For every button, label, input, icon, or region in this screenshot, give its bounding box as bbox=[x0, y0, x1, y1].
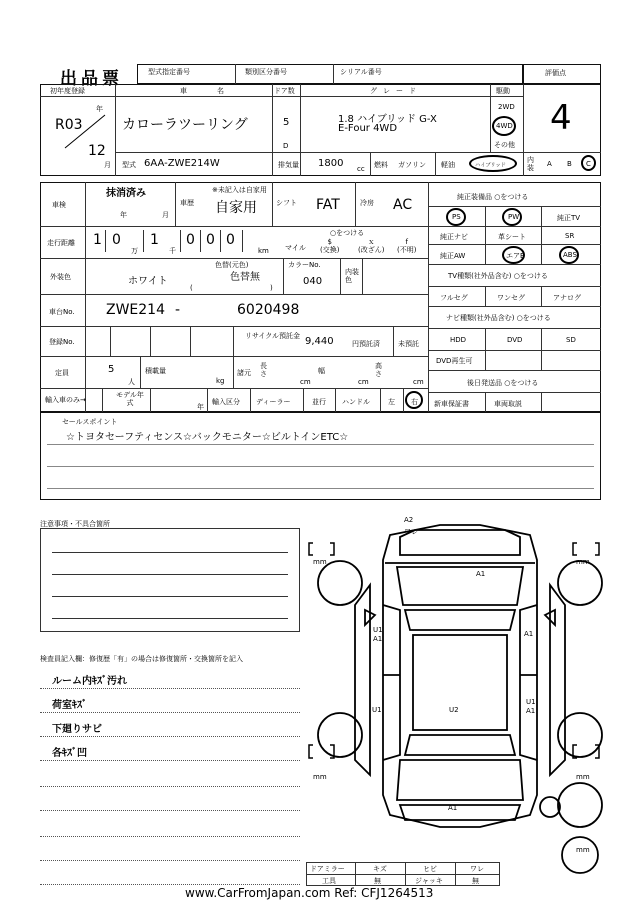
capacity-unit: 人 bbox=[128, 378, 135, 386]
mark-a1-hood: A1 bbox=[476, 570, 486, 578]
nav-hdd: HDD bbox=[450, 336, 467, 344]
model-value: 6AA-ZWE214W bbox=[144, 158, 220, 169]
options-title: 純正装備品 ○をつける bbox=[457, 193, 529, 201]
car-diagram bbox=[305, 515, 605, 895]
chassis-prefix: ZWE214 bbox=[106, 302, 166, 318]
recycle-label: リサイクル預託金 bbox=[245, 332, 301, 340]
after-title: 後日発送品 ○をつける bbox=[467, 379, 539, 387]
mark-a1-rear-right: A1 bbox=[526, 707, 536, 715]
mileage-digit-5: 0 bbox=[206, 232, 215, 248]
length-cm: cm bbox=[300, 378, 311, 386]
opt-abs-circle bbox=[559, 246, 579, 264]
width-cm: cm bbox=[358, 378, 369, 386]
load-unit: kg bbox=[216, 377, 225, 385]
fuel-diesel: 軽油 bbox=[441, 161, 455, 169]
handle-right: 右 bbox=[411, 398, 418, 406]
ac-label: 冷房 bbox=[360, 199, 374, 207]
interior-c-circle bbox=[581, 155, 596, 171]
first-reg-label: 初年度登録 bbox=[50, 87, 85, 95]
fuel-label: 燃料 bbox=[374, 161, 388, 169]
mileage-label: 走行距離 bbox=[47, 239, 75, 247]
drive-4wd: 4WD bbox=[496, 122, 513, 130]
mileage-km: km bbox=[258, 247, 269, 255]
recycle-unit: 円預託済 bbox=[352, 340, 380, 348]
tv-oneseg: ワンセグ bbox=[497, 294, 525, 302]
displacement-unit: cc bbox=[357, 165, 365, 173]
mark-u1-rear-right: U1 bbox=[526, 698, 536, 706]
height-cm: cm bbox=[413, 378, 424, 386]
height-label: 高さ bbox=[375, 362, 382, 378]
opt-leather: 革シート bbox=[498, 233, 526, 241]
sales-point-block bbox=[40, 412, 601, 500]
import-class-label: 輸入区分 bbox=[212, 398, 240, 406]
fuel-hybrid: ハイブリッド bbox=[475, 162, 506, 168]
handle-label: ハンドル bbox=[342, 398, 370, 406]
opt-pw: PW bbox=[508, 213, 520, 221]
meter-opt-exchange: $ (交換) bbox=[320, 238, 340, 254]
mark-a1-bumper: A1 bbox=[448, 804, 458, 812]
drive-label: 駆動 bbox=[496, 87, 510, 95]
drive-other: その他 bbox=[494, 141, 515, 149]
reg-no-label: 登録No. bbox=[49, 338, 75, 346]
interior-c: C bbox=[586, 160, 591, 168]
mileage-digit-1: 1 bbox=[93, 232, 102, 248]
legend-mirror: ドアミラー bbox=[310, 865, 345, 873]
inspector-title: 検査員記入欄：修復歴「有」の場合は修復箇所・交換箇所を記入 bbox=[40, 655, 243, 663]
mm-rr: mm bbox=[576, 773, 590, 781]
door-d: D bbox=[283, 142, 289, 150]
mileage-sen: 千 bbox=[169, 247, 176, 255]
opt-ps-circle bbox=[446, 208, 466, 226]
tv-fullseg: フルセグ bbox=[440, 294, 468, 302]
chassis-label: 車台No. bbox=[49, 308, 75, 316]
score-label: 評価点 bbox=[545, 69, 566, 77]
interior-label: 内装 bbox=[527, 156, 534, 172]
mark-u1-left: U1 bbox=[373, 626, 383, 634]
legend-scratch: キズ bbox=[373, 865, 387, 873]
shift-label: シフト bbox=[276, 199, 297, 207]
inspection-label: 車検 bbox=[52, 201, 66, 209]
recycle-unpaid: 未預託 bbox=[398, 340, 419, 348]
opt-airbag: エアB bbox=[506, 252, 525, 260]
doors-label: ドア数 bbox=[274, 87, 295, 95]
repaint-label: 色替(元色) bbox=[215, 261, 249, 269]
recycle-value: 9,440 bbox=[305, 336, 334, 347]
displacement-value: 1800 bbox=[318, 158, 344, 169]
capacity-value: 5 bbox=[108, 364, 115, 375]
footer-ref: www.CarFromJapan.com Ref: CFJ1264513 bbox=[185, 886, 434, 900]
chassis-no: 6020498 bbox=[237, 302, 300, 318]
handle-left: 左 bbox=[388, 398, 395, 406]
nav-sd: SD bbox=[566, 336, 576, 344]
legend-jack-none: 無 bbox=[472, 877, 479, 885]
repaint-value: 色替無 bbox=[230, 272, 260, 283]
opt-nav: 純正ナビ bbox=[440, 233, 468, 241]
tv-title: TV種類(社外品含む) ○をつける bbox=[448, 272, 548, 280]
meter-opt-tamper: ｘ (改ざん) bbox=[358, 238, 385, 254]
mm-fl: mm bbox=[313, 558, 327, 566]
handle-right-circle bbox=[405, 391, 423, 409]
unregistered-note: ※未記入は自家用 bbox=[212, 186, 267, 194]
opt-abs: ABS bbox=[563, 251, 577, 259]
opt-ps: PS bbox=[452, 213, 461, 221]
import-parallel: 並行 bbox=[312, 398, 326, 406]
after-warranty: 新車保証書 bbox=[434, 400, 469, 408]
notes-title: 注意事項・不具合箇所 bbox=[40, 520, 110, 528]
color-no: 040 bbox=[303, 276, 323, 287]
header-spec-box bbox=[137, 64, 523, 84]
drive-2wd: 2WD bbox=[498, 103, 515, 111]
grade-line2: E-Four 4WD bbox=[338, 123, 398, 134]
repaint-paren-open: ( bbox=[190, 284, 193, 292]
import-label: 輸入車のみ→ bbox=[45, 396, 86, 404]
model-year-unit: 年 bbox=[197, 403, 204, 411]
mm-rl: mm bbox=[313, 773, 327, 781]
car-name-label: 車名 bbox=[180, 87, 254, 95]
door-count: 5 bbox=[283, 117, 290, 128]
usage-value: 自家用 bbox=[215, 200, 257, 216]
drive-4wd-circle bbox=[492, 116, 516, 136]
class-no-label: 類別区分番号 bbox=[245, 68, 287, 76]
mark-u1-rear-left: U1 bbox=[372, 706, 382, 714]
opt-aw: 純正AW bbox=[440, 252, 466, 260]
nav-dvd: DVD bbox=[507, 336, 523, 344]
sales-title: セールスポイント bbox=[62, 418, 118, 426]
fuel-hybrid-circle bbox=[469, 155, 517, 172]
import-dealer: ディーラー bbox=[256, 398, 291, 406]
sheet-title: 出品票 bbox=[60, 69, 123, 89]
mileage-man: 万 bbox=[131, 247, 138, 255]
color-value: ホワイト bbox=[128, 276, 168, 287]
inspection-value: 抹消済み bbox=[106, 188, 146, 199]
model-year-label: モデル年式 bbox=[116, 391, 144, 407]
interior-color-label: 内装色 bbox=[345, 268, 359, 284]
width-label: 幅 bbox=[318, 367, 325, 375]
tv-analog: アナログ bbox=[553, 294, 581, 302]
load-label: 積載量 bbox=[145, 367, 166, 375]
grade-line1: 1.8 ハイブリッド G-X bbox=[338, 114, 437, 125]
color-no-label: カラーNo. bbox=[288, 261, 321, 269]
mileage-digit-3: 1 bbox=[150, 232, 159, 248]
inspection-year-unit: 年 bbox=[120, 211, 127, 219]
fuel-gas: ガソリン bbox=[398, 161, 426, 169]
displacement-label: 排気量 bbox=[278, 161, 299, 169]
score-value: 4 bbox=[550, 98, 572, 138]
legend-crack: ヒビ bbox=[423, 865, 437, 873]
car-name: カローラツーリング bbox=[122, 117, 248, 133]
inspection-month-unit: 月 bbox=[162, 211, 169, 219]
dvd-play: DVD再生可 bbox=[436, 357, 473, 365]
meter-circle-note: ○をつける bbox=[330, 229, 365, 237]
notes-box bbox=[40, 528, 300, 632]
shift-value: FAT bbox=[316, 197, 340, 213]
mileage-unit-label: マイル bbox=[285, 244, 306, 252]
grade-label: グレード bbox=[370, 87, 422, 95]
year-value: R03 bbox=[55, 117, 83, 133]
mileage-digit-6: 0 bbox=[226, 232, 235, 248]
legend-tool-none: 無 bbox=[374, 877, 381, 885]
opt-tv: 純正TV bbox=[557, 214, 581, 222]
mark-a1-right: A1 bbox=[524, 630, 534, 638]
serial-no-label: シリアル番号 bbox=[340, 68, 382, 76]
year-unit: 年 bbox=[96, 105, 103, 113]
after-manual: 車両取説 bbox=[494, 400, 522, 408]
mileage-digit-4: 0 bbox=[186, 232, 195, 248]
nav-title: ナビ種類(社外品含む) ○をつける bbox=[446, 314, 551, 322]
opt-pw-circle bbox=[502, 208, 522, 226]
opt-sr: SR bbox=[565, 232, 575, 240]
legend-tool: 工具 bbox=[322, 877, 336, 885]
mark-crack: ワレ bbox=[404, 528, 418, 536]
inspector-note-3: 下廻りサビ bbox=[52, 724, 102, 735]
sales-text: ☆トヨタセーフティセンス☆バックモニター☆ビルトインETC☆ bbox=[66, 432, 349, 443]
repaint-paren-close: ) bbox=[270, 284, 273, 292]
interior-a: A bbox=[547, 160, 552, 168]
model-label: 型式 bbox=[122, 161, 136, 169]
mm-fr: mm bbox=[576, 558, 590, 566]
inspector-note-1: ルーム内ｷｽﾞ汚れ bbox=[52, 676, 127, 687]
mm-spare: mm bbox=[576, 846, 590, 854]
color-label: 外装色 bbox=[50, 273, 71, 281]
inspector-note-4: 各ｷｽﾞ凹 bbox=[52, 748, 87, 759]
mark-a1-left: A1 bbox=[373, 635, 383, 643]
month-unit: 月 bbox=[104, 161, 111, 169]
mark-u2: U2 bbox=[449, 706, 459, 714]
model-spec-no-label: 型式指定番号 bbox=[148, 68, 190, 76]
length-label: 長さ bbox=[260, 362, 267, 378]
legend-jack: ジャッキ bbox=[415, 877, 443, 885]
meter-opt-unknown: f (不明) bbox=[397, 238, 417, 254]
ac-value: AC bbox=[393, 197, 413, 213]
mark-a2: A2 bbox=[404, 516, 414, 524]
dims-label: 諸元 bbox=[237, 369, 251, 377]
opt-airbag-circle bbox=[502, 246, 525, 264]
capacity-label: 定員 bbox=[55, 369, 69, 377]
interior-b: B bbox=[567, 160, 572, 168]
inspector-note-2: 荷室ｷｽﾞ bbox=[52, 700, 87, 711]
month-value: 12 bbox=[88, 143, 106, 159]
chassis-dash: - bbox=[175, 302, 181, 318]
mileage-digit-2: 0 bbox=[112, 232, 121, 248]
legend-break: ワレ bbox=[470, 865, 484, 873]
usage-label: 車歴 bbox=[180, 199, 194, 207]
